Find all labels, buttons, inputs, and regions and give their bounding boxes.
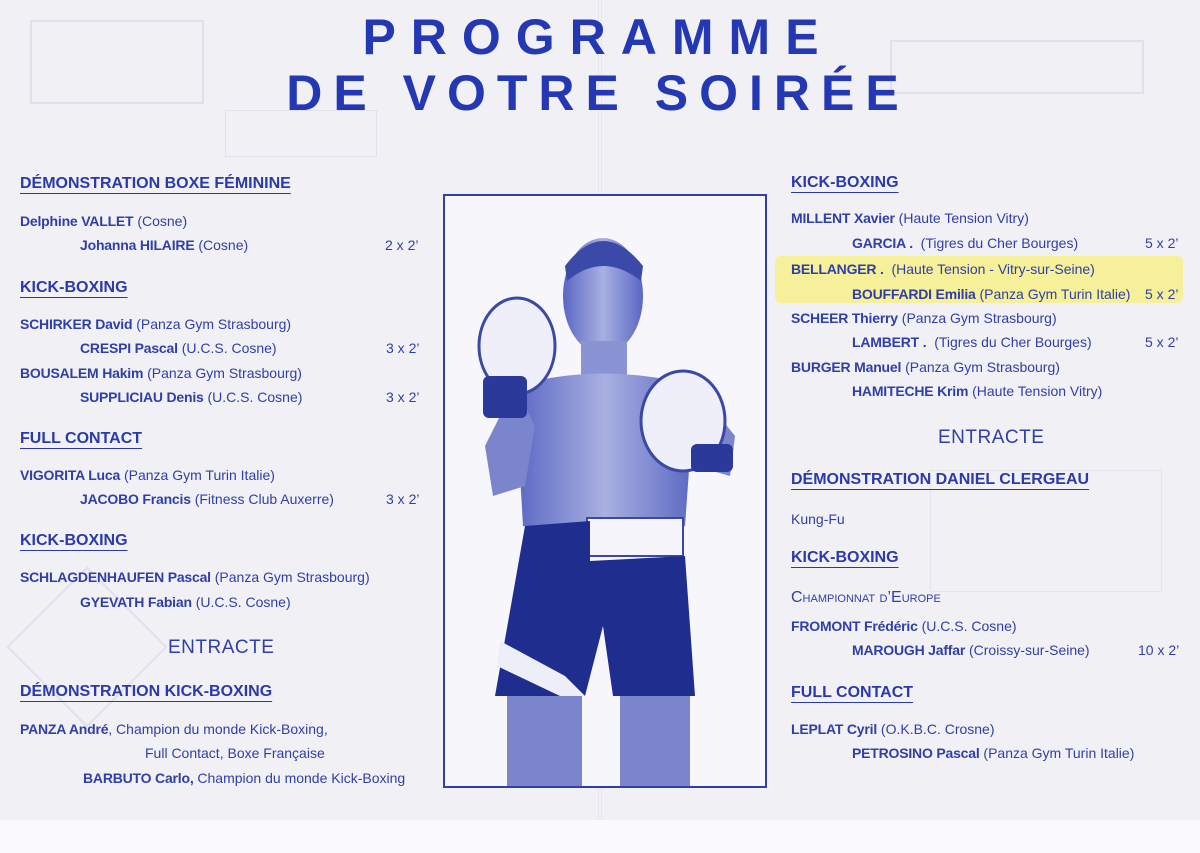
demo-line: BARBUTO Carlo, Champion du monde Kick-Boxing xyxy=(83,770,406,786)
fighter-line: GARCIA . (Tigres du Cher Bourges) xyxy=(852,235,1079,251)
fighter-line: PETROSINO Pascal (Panza Gym Turin Italie) xyxy=(852,745,1135,761)
rounds-label: 3 x 2’ xyxy=(386,491,420,507)
demo-line: Full Contact, Boxe Française xyxy=(145,745,325,761)
boxer-photo xyxy=(443,194,767,788)
fighter-line: FROMONT Frédéric (U.C.S. Cosne) xyxy=(791,618,1017,634)
entracte-label: ENTRACTE xyxy=(168,637,275,658)
rounds-label: 5 x 2’ xyxy=(1145,286,1179,302)
rounds-label: 5 x 2’ xyxy=(1145,235,1179,251)
boxer-illustration xyxy=(445,196,765,786)
section-heading: DÉMONSTRATION KICK-BOXING xyxy=(20,683,273,700)
title-line-1: PROGRAMME xyxy=(362,9,834,65)
fighter-line: CRESPI Pascal (U.C.S. Cosne) xyxy=(80,340,277,356)
fighter-line: SCHLAGDENHAUFEN Pascal (Panza Gym Strasbourg) xyxy=(20,569,370,585)
demo-line: PANZA André, Champion du monde Kick-Boxing, xyxy=(20,721,328,737)
section-heading: KICK-BOXING xyxy=(20,279,128,296)
fighter-line: BELLANGER . (Haute Tension - Vitry-sur-Seine) xyxy=(791,261,1095,277)
fighter-line: MAROUGH Jaffar (Croissy-sur-Seine) xyxy=(852,642,1090,658)
fighter-line: JACOBO Francis (Fitness Club Auxerre) xyxy=(80,491,334,507)
fighter-line: SCHEER Thierry (Panza Gym Strasbourg) xyxy=(791,310,1057,326)
fighter-line: LAMBERT . (Tigres du Cher Bourges) xyxy=(852,334,1092,350)
section-heading: DÉMONSTRATION BOXE FÉMININE xyxy=(20,175,291,192)
championship-label: Championnat d’Europe xyxy=(791,589,941,606)
fighter-line: SCHIRKER David (Panza Gym Strasbourg) xyxy=(20,316,292,332)
section-heading: FULL CONTACT xyxy=(791,684,914,701)
section-heading: KICK-BOXING xyxy=(20,532,128,549)
fighter-line: SUPPLICIAU Denis (U.C.S. Cosne) xyxy=(80,389,303,405)
fighter-line: LEPLAT Cyril (O.K.B.C. Crosne) xyxy=(791,721,995,737)
rounds-label: 3 x 2’ xyxy=(386,340,420,356)
fighter-line: Johanna HILAIRE (Cosne) xyxy=(80,237,249,253)
rounds-label: 2 x 2’ xyxy=(385,237,419,253)
fighter-line: BOUFFARDI Emilia (Panza Gym Turin Italie) xyxy=(852,286,1131,302)
section-heading: KICK-BOXING xyxy=(791,549,899,566)
fighter-line: BURGER Manuel (Panza Gym Strasbourg) xyxy=(791,359,1060,375)
rounds-label: 5 x 2’ xyxy=(1145,334,1179,350)
entracte-label: ENTRACTE xyxy=(938,427,1045,448)
rounds-label: 10 x 2’ xyxy=(1138,642,1180,658)
section-heading: FULL CONTACT xyxy=(20,430,143,447)
discipline-label: Kung-Fu xyxy=(791,511,845,527)
fighter-line: MILLENT Xavier (Haute Tension Vitry) xyxy=(791,210,1029,226)
section-heading: KICK-BOXING xyxy=(791,174,899,191)
fighter-line: Delphine VALLET (Cosne) xyxy=(20,213,188,229)
fighter-line: BOUSALEM Hakim (Panza Gym Strasbourg) xyxy=(20,365,302,381)
title-line-2: DE VOTRE SOIRÉE xyxy=(286,65,910,121)
fighter-line: VIGORITA Luca (Panza Gym Turin Italie) xyxy=(20,467,275,483)
fighter-line: HAMITECHE Krim (Haute Tension Vitry) xyxy=(852,383,1103,399)
rounds-label: 3 x 2’ xyxy=(386,389,420,405)
page-bottom-edge xyxy=(0,820,1200,853)
fighter-line: GYEVATH Fabian (U.C.S. Cosne) xyxy=(80,594,291,610)
section-heading: DÉMONSTRATION DANIEL CLERGEAU xyxy=(791,471,1090,488)
